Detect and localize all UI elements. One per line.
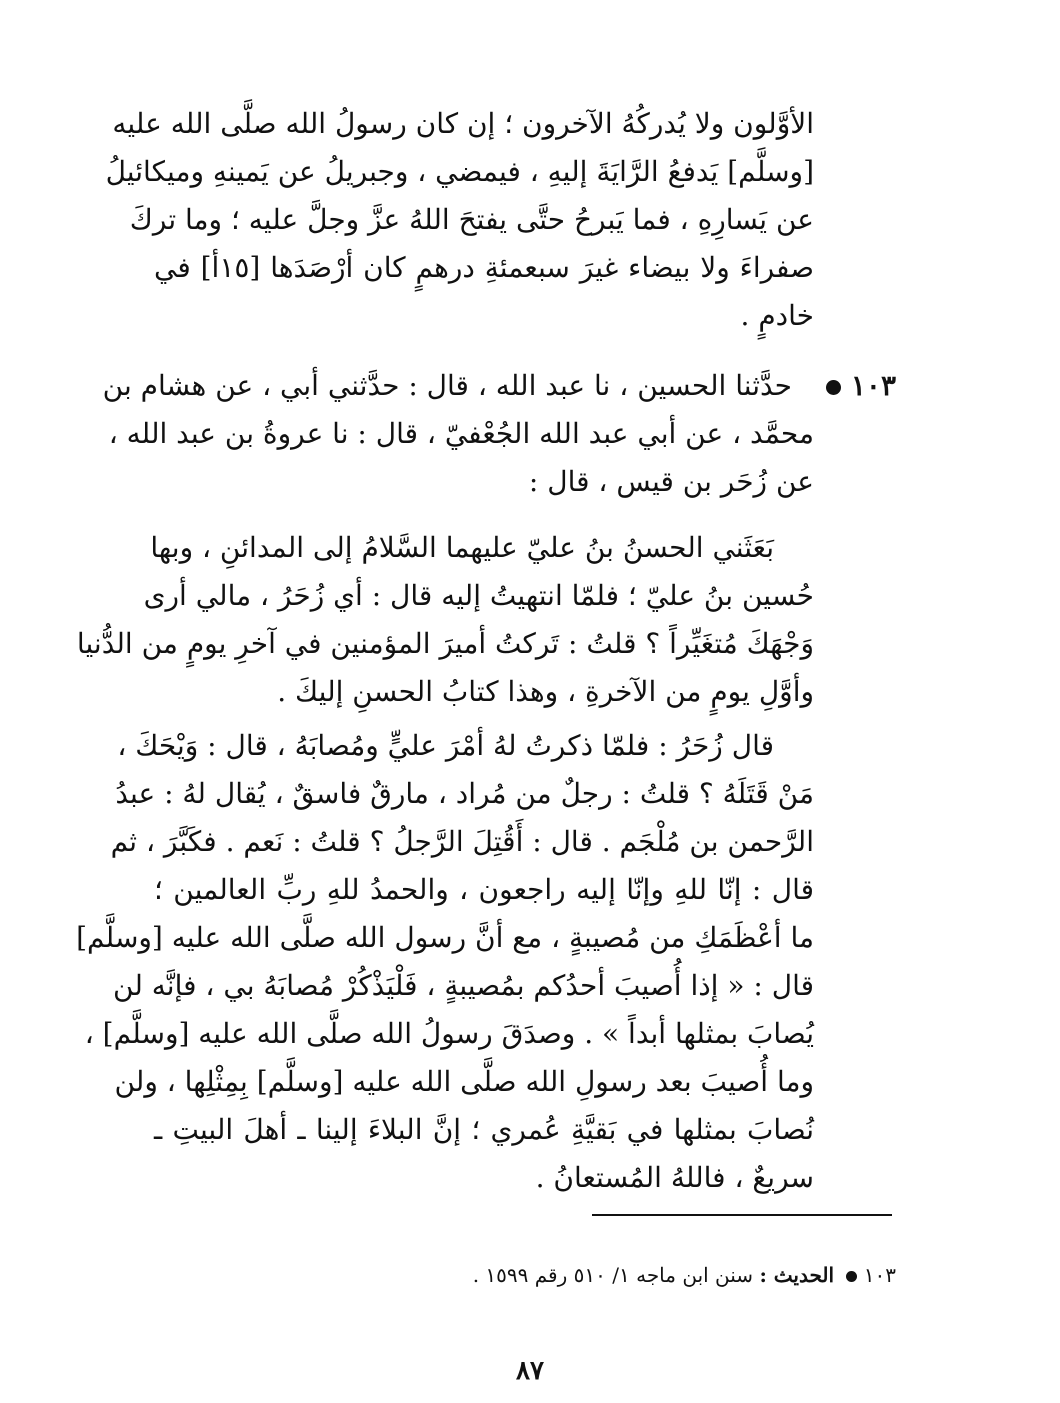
matn-line: الرَّحمن بن مُلْجَم . قال : أَقُتِلَ الرَّجلُ ؟ قلتُ : نَعم . فكَبَّرَ ، ثم: [110, 825, 814, 858]
text-line: عن يَسارِهِ ، فما يَبرحُ حتَّى يفتحَ اللهُ عزَّ وجلَّ عليه ؛ وما تركَ: [129, 203, 814, 236]
matn-line: قال زُحَرُ : فلمّا ذكرتُ لهُ أمْرَ عليٍّ ومُصابَهُ ، قال : وَيْحَكَ ،: [117, 729, 774, 762]
matn-line: قال : إنّا للهِ وإنّا إليه راجعون ، والحمدُ للهِ ربِّ العالمين ؛: [154, 873, 814, 906]
page-number: ٨٧: [516, 1356, 544, 1386]
matn-line: مَنْ قَتَلَهُ ؟ قلتُ : رجلٌ من مُراد ، مارقٌ فاسقٌ ، يُقال لهُ : عبدُ: [115, 777, 814, 810]
text-line: [وسلَّم] يَدفعُ الرَّايَةَ إليهِ ، فيمضي ، وجبريلُ عن يَمينهِ وميكائيلُ: [105, 155, 814, 188]
matn-line: وما أُصيبَ بعد رسولِ الله صلَّى الله عليه [وسلَّم] بِمِثْلِها ، ولن: [114, 1065, 814, 1098]
matn-line: ما أعْظَمَكِ من مُصيبةٍ ، مع أنَّ رسول الله صلَّى الله عليه [وسلَّم]: [76, 921, 814, 954]
isnad-line: حدَّثنا الحسين ، نا عبد الله ، قال : حدَّثني أبي ، عن هشام بن: [102, 369, 792, 402]
isnad-line: عن زُحَر بن قيس ، قال :: [528, 465, 814, 498]
text-line: خادمٍ .: [740, 299, 814, 332]
matn-line: قال : « إذا أُصيبَ أحدُكم بمُصيبةٍ ، فَلْيَذْكُرْ مُصابَهُ بي ، فإنَّه لن: [113, 969, 814, 1002]
bullet-icon: [846, 1271, 857, 1282]
matn-line: يُصابَ بمثلها أبداً » . وصدَقَ رسولُ الله صلَّى الله عليه [وسلَّم] ،: [84, 1017, 814, 1050]
hadith-number: ١٠٣: [850, 369, 896, 402]
matn-line: نُصابَ بمثلها في بَقيَّةِ عُمري ؛ إنَّ البلاءَ إلينا ـ أهلَ البيتِ ـ: [154, 1113, 814, 1146]
matn-line: حُسين بنُ عليّ ؛ فلمّا انتهيتُ إليه قال : أي زُحَرُ ، مالي أرى: [143, 579, 814, 612]
footnote-divider: [592, 1214, 892, 1216]
text-line: صفراءَ ولا بيضاء غيرَ سبعمئةِ درهمٍ كان أرْصَدَها [١٥أ] في: [154, 251, 815, 284]
isnad-line: محمَّد ، عن أبي عبد الله الجُعْفيّ ، قال : نا عروةُ بن عبد الله ،: [108, 417, 814, 450]
footnote-number: ١٠٣: [863, 1263, 896, 1287]
text-line: الأوَّلون ولا يُدركُهُ الآخرون ؛ إن كان رسولُ الله صلَّى الله عليه: [112, 107, 814, 140]
footnote-label: الحديث :: [759, 1263, 835, 1287]
matn-line: وأوَّلِ يومٍ من الآخرةِ ، وهذا كتابُ الحسنِ إليكَ .: [277, 675, 814, 708]
matn-line: سريعٌ ، فاللهُ المُستعانُ .: [535, 1161, 814, 1194]
footnote: [296, 1258, 896, 1292]
footnote-text: سنن ابن ماجه ١/ ٥١٠ رقم ١٥٩٩ .: [472, 1263, 754, 1287]
hadith-number-marker: [818, 362, 896, 410]
matn-line: بَعَثَني الحسنُ بنُ عليّ عليهما السَّلامُ إلى المدائنِ ، وبها: [150, 531, 774, 564]
bullet-icon: [826, 380, 841, 395]
matn-line: وَجْهَكَ مُتغَيِّراً ؟ قلتُ : تَركتُ أميرَ المؤمنين في آخرِ يومٍ من الدُّنيا: [76, 627, 814, 660]
